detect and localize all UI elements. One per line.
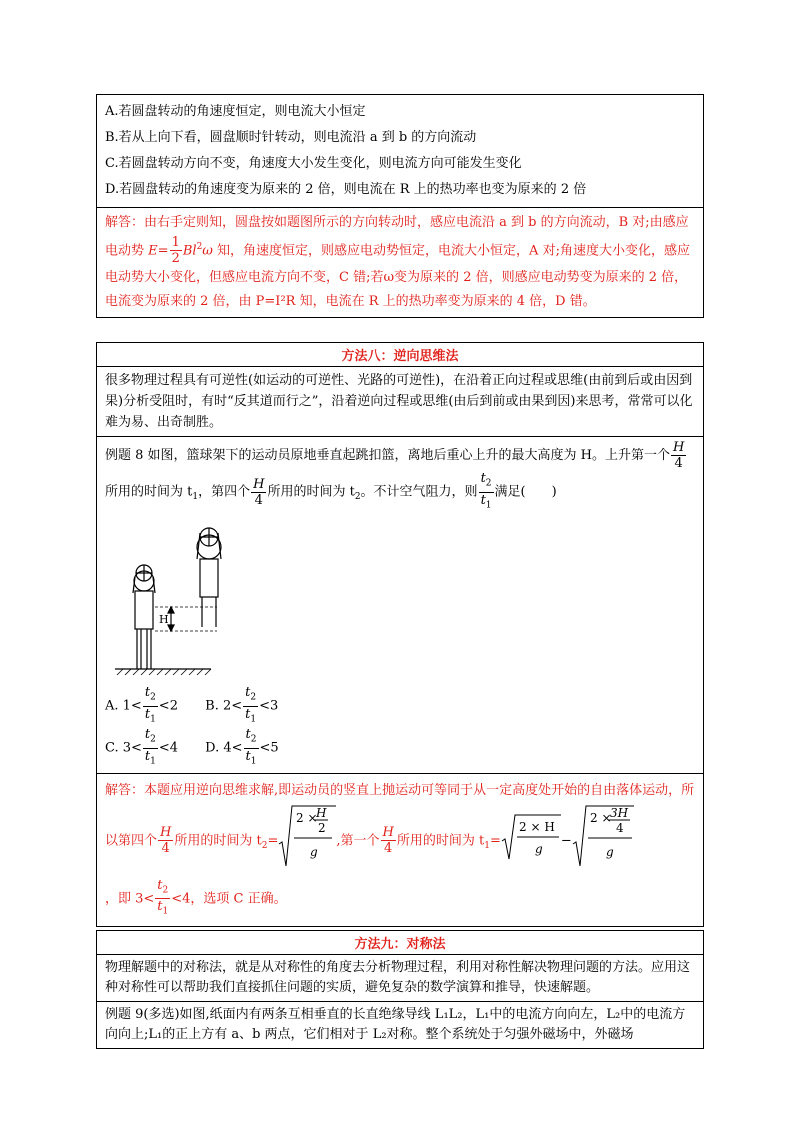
formula-e: E (148, 243, 158, 259)
svg-text:2 ×: 2 × (296, 810, 318, 825)
svg-text:g: g (605, 844, 614, 859)
example-8-question: 例题 8 如图，篮球架下的运动员原地垂直起跳扣篮，离地后重心上升的最大高度为 H。上升第一个 $\frac{H}{4}$ 所用的时间为 $t_1$，第四个 $\frac{H}{4}$ 所用的时间为 $t_2$。不计空气阻力，则 $\frac{t_2}{t_1}$ 满足( ) (105, 440, 685, 511)
ex8-option-c: C. 3< $\frac{t_2}{t_1}$ <4 (105, 727, 179, 767)
radical-a (501, 811, 561, 871)
radical-t2 (278, 804, 336, 878)
formula-omega: ω (202, 243, 213, 259)
jumper-diagram (111, 519, 251, 689)
example-9-question: 例题 9(多选)如图,纸面内有两条互相垂直的长直绝缘导线 L₁L₂，L₁中的电流方向向左，L₂中的电流方向向上;L₁的正上方有 a、b 两点，它们相对于 L₂对称。整个系统处于匀强外磁场中，外磁场 (97, 1001, 703, 1048)
example-8 (97, 436, 703, 773)
answer-1-text-a: 解答：由右手定则知，圆盘按如题图所示的方向转动时，感应电流沿 a 到 b 的方向流动，B 对;由感应电动势 (105, 215, 689, 259)
option-d: D.若圆盘转动的角速度变为原来的 2 倍，则电流在 R 上的热功率也变为原来的 2 倍 (105, 182, 587, 197)
option-a: A.若圆盘转动的角速度恒定，则电流大小恒定 (105, 104, 366, 119)
method-8-title: 方法八：逆向思维法 (341, 349, 459, 364)
method-9-title: 方法九：对称法 (354, 937, 446, 952)
svg-text:H: H (316, 805, 327, 820)
svg-text:3H: 3H (609, 805, 628, 820)
method-9-intro: 物理解题中的对称法，就是从对称性的角度去分析物理过程，利用对称性解决物理问题的方法。应用这种对称性可以帮助我们直接抓住问题的实质，避免复杂的数学演算和推导，快速解题。 (97, 954, 703, 1001)
option-c: C.若圆盘转动方向不变，角速度大小发生变化，则电流方向可能发生变化 (105, 156, 522, 171)
option-b: B.若从上向下看，圆盘顺时针转动，则电流沿 a 到 b 的方向流动 (105, 130, 477, 145)
example-8-options (105, 683, 695, 769)
figure-h-label: H (159, 613, 169, 627)
section-disc-problem (96, 94, 704, 318)
formula-half: $\frac{1}{2}$ (171, 235, 180, 267)
section-method-9 (96, 930, 704, 1049)
svg-text:g: g (534, 841, 543, 856)
basketball-figure (105, 513, 695, 683)
answer-8: 解答：本题应用逆向思维求解,即运动员的竖直上抛运动可等同于从一定高度处开始的自由落体运动，所以第四个 $\frac{H}{4}$ 所用的时间为 $t_2=$ 2 × H 2 g ,第一个 $\frac{H}{4}$ 所用的时间为 $t_1=$ 2 × H g − 2 × 3H 4 g ，即 3< $\frac{t_2}{t_1}$ <4，选项 C 正确。 (97, 773, 703, 926)
answer-1-text-b: 知，角速度恒定，则感应电动势恒定，电流大小恒定，A 对;角速度大小变化，感应电动势大小变化，但感应电流方向不变，C 错;若ω变为原来的 2 倍，则感应电动势变为原来的 2 倍，电流变为原来的 2 倍，由 P=I²R 知，电流在 R 上的热功率变为原来的 4 倍，D 错。 (105, 243, 690, 310)
radical-b (572, 804, 634, 878)
method-8-intro: 很多物理过程具有可逆性(如运动的可逆性、光路的可逆性)，在沿着正向过程或思维(由前到后或由因到果)分析受阻时，有时“反其道而行之”，沿着逆向过程或思维(由后到前或由果到因)来思考，常常可以化难为易、出奇制胜。 (97, 366, 703, 436)
svg-text:g: g (310, 844, 319, 859)
svg-text:2: 2 (318, 820, 326, 835)
answer-1: 解答：由右手定则知，圆盘按如题图所示的方向转动时，感应电流沿 a 到 b 的方向流动，B 对;由感应电动势 E= $\frac{1}{2}$ Bl$^2$ω 知，角速度恒定，则感应电动势恒定，电流大小恒定，A 对;角速度大小变化，感应电动势大小变化，但感应电流方向不变，C 错;若ω变为原来的 2 倍，则感应电动势变为原来的 2 倍，电流变为原来的 2 倍，由 P=I²R 知，电流在 R 上的热功率变为原来的 4 倍，D 错。 (97, 207, 703, 317)
section-method-8 (96, 342, 704, 927)
ex8-option-a: A. 1< $\frac{t_2}{t_1}$ <2 (105, 685, 178, 725)
ex8-option-b: B. 2< $\frac{t_2}{t_1}$ <3 (205, 685, 279, 725)
svg-text:4: 4 (615, 820, 624, 835)
ex8-option-d: D. 4< $\frac{t_2}{t_1}$ <5 (205, 727, 279, 767)
svg-text:2 × H: 2 × H (518, 819, 555, 834)
svg-text:2 ×: 2 × (589, 810, 612, 825)
formula-bl: Bl (182, 243, 197, 259)
